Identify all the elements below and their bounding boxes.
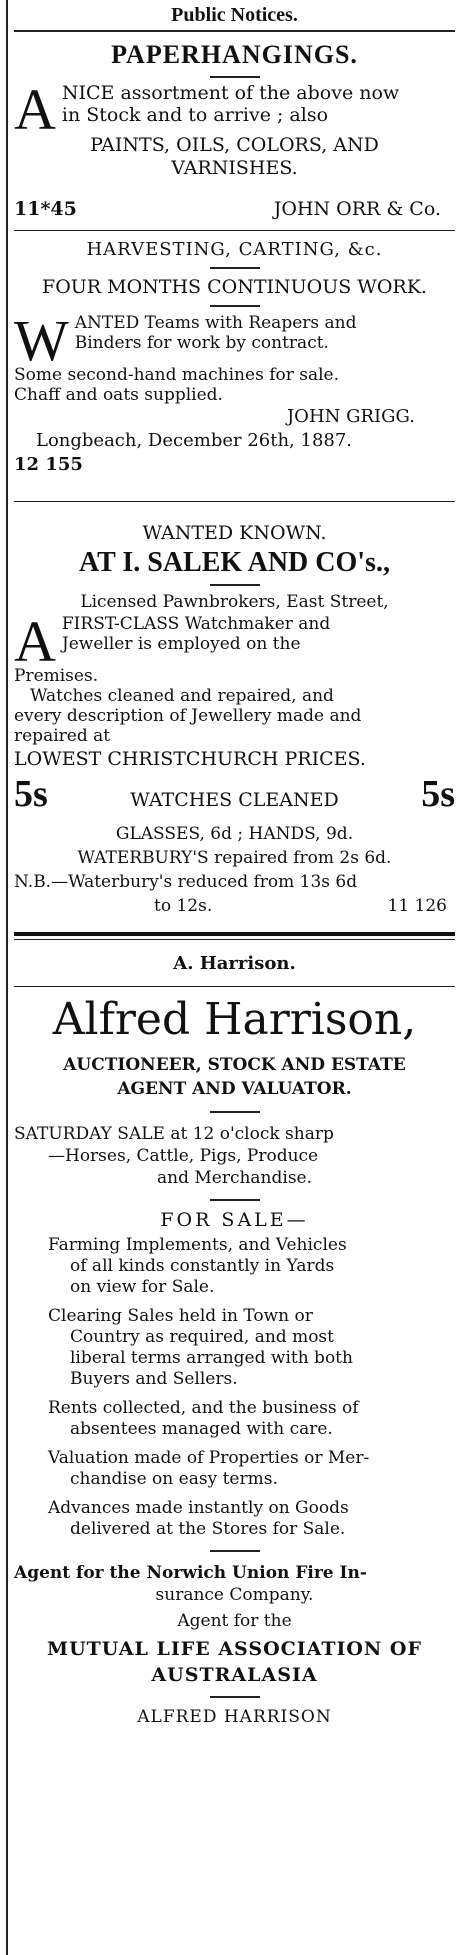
list-item: of all kinds constantly in Yards <box>70 1256 335 1276</box>
price-row <box>14 772 455 822</box>
body-line: Jeweller is employed on the <box>61 634 301 654</box>
short-rule <box>210 584 260 586</box>
place-date: Longbeach, December 26th, 1887. <box>36 430 353 451</box>
ad-body <box>14 614 455 666</box>
column-rule <box>6 0 8 1955</box>
dropcap: A <box>14 82 56 134</box>
list-item: Buyers and Sellers. <box>70 1369 238 1389</box>
ad-body <box>14 313 455 365</box>
ad-paperhangings <box>14 32 455 224</box>
price-left: 5s <box>14 773 48 815</box>
body-line: VARNISHES. <box>171 157 298 179</box>
body-line: N.B.—Waterbury's reduced from 13s 6d <box>14 872 358 892</box>
body-line: every description of Jewellery made and <box>14 706 362 726</box>
list-item: liberal terms arranged with both <box>70 1348 353 1368</box>
short-rule <box>210 267 260 269</box>
masthead: Public Notices. <box>171 4 298 26</box>
list-item: absentees managed with care. <box>70 1419 333 1439</box>
price-right: 5s <box>421 773 455 815</box>
list-item: delivered at the Stores for Sale. <box>70 1519 346 1539</box>
ad-headline: AT I. SALEK AND CO's., <box>79 547 390 578</box>
list-item: Clearing Sales held in Town or <box>48 1306 313 1326</box>
body-line: SATURDAY SALE at 12 o'clock sharp <box>14 1124 334 1144</box>
body-line: PAINTS, OILS, COLORS, AND <box>90 134 379 156</box>
body-line: in Stock and to arrive ; also <box>61 104 329 126</box>
short-rule <box>210 76 260 78</box>
ad-footer <box>14 894 455 918</box>
dropcap: A <box>14 614 56 666</box>
body-line: Binders for work by contract. <box>74 333 329 353</box>
ad-subtitle: FOUR MONTHS CONTINUOUS WORK. <box>42 276 427 298</box>
ad-footer <box>14 194 455 224</box>
short-rule <box>210 305 260 307</box>
body-line: NICE assortment of the above now <box>61 82 400 104</box>
body-line: Watches cleaned and repaired, and <box>30 686 334 706</box>
body-line: and Merchandise. <box>156 1168 313 1188</box>
short-rule <box>210 1550 260 1552</box>
list-item: chandise on easy terms. <box>70 1469 278 1489</box>
list-item: Country as required, and most <box>70 1327 334 1347</box>
signature: ALFRED HARRISON <box>137 1707 332 1727</box>
body-line: to 12s. <box>154 896 213 916</box>
body-line: AUSTRALASIA <box>151 1664 318 1686</box>
short-rule <box>210 1696 260 1698</box>
ad-code: 11*45 <box>14 198 77 220</box>
advertiser: JOHN GRIGG. <box>286 406 415 427</box>
ad-code: 11 126 <box>387 896 447 916</box>
body-line: Chaff and oats supplied. <box>14 385 223 405</box>
body-line: MUTUAL LIFE ASSOCIATION OF <box>47 1638 422 1660</box>
notices-column <box>14 0 455 1732</box>
short-rule <box>210 1199 260 1201</box>
list-item: Valuation made of Properties or Mer- <box>48 1448 370 1468</box>
body-line: surance Company. <box>155 1585 314 1605</box>
for-sale: FOR SALE— <box>160 1209 309 1231</box>
ad-title: HARVESTING, CARTING, &c. <box>86 239 383 260</box>
dropcap: W <box>14 313 69 365</box>
body-line: Premises. <box>14 666 99 686</box>
ad-prices: LOWEST CHRISTCHURCH PRICES. <box>14 748 366 770</box>
ad-body <box>14 82 455 134</box>
ad-name: Alfred Harrison, <box>52 994 417 1045</box>
ad-code: 12 155 <box>14 454 83 475</box>
short-rule <box>210 1111 260 1113</box>
ad-role: AGENT AND VALUATOR. <box>117 1079 352 1099</box>
ad-salek <box>14 502 455 918</box>
body-line: Agent for the <box>177 1611 292 1631</box>
ad-title: WANTED KNOWN. <box>142 522 327 544</box>
body-line: GLASSES, 6d ; HANDS, 9d. <box>115 824 354 844</box>
body-line: —Horses, Cattle, Pigs, Produce <box>48 1146 319 1166</box>
ad-role: AUCTIONEER, STOCK AND ESTATE <box>63 1055 406 1075</box>
ad-header: A. Harrison. <box>173 953 296 974</box>
body-line: FIRST-CLASS Watchmaker and <box>61 614 331 634</box>
body-line: WATERBURY'S repaired from 2s 6d. <box>77 848 392 868</box>
ad-harvesting <box>14 231 455 477</box>
body-line: Agent for the Norwich Union Fire In- <box>14 1563 367 1583</box>
services-list <box>14 1235 455 1540</box>
advertiser: JOHN ORR & Co. <box>273 198 441 220</box>
ad-sub: Licensed Pawnbrokers, East Street, <box>80 592 389 612</box>
ad-harrison <box>14 940 455 1732</box>
body-line: repaired at <box>14 726 111 746</box>
list-item: Rents collected, and the business of <box>48 1398 359 1418</box>
body-line: ANTED Teams with Reapers and <box>74 313 357 333</box>
list-item: on view for Sale. <box>70 1277 215 1297</box>
divider <box>14 932 455 936</box>
ad-title: PAPERHANGINGS. <box>111 40 358 69</box>
list-item: Advances made instantly on Goods <box>48 1498 349 1518</box>
list-item: Farming Implements, and Vehicles <box>48 1235 347 1255</box>
body-line: Some second-hand machines for sale. <box>14 365 340 385</box>
price-mid: WATCHES CLEANED <box>130 789 339 811</box>
